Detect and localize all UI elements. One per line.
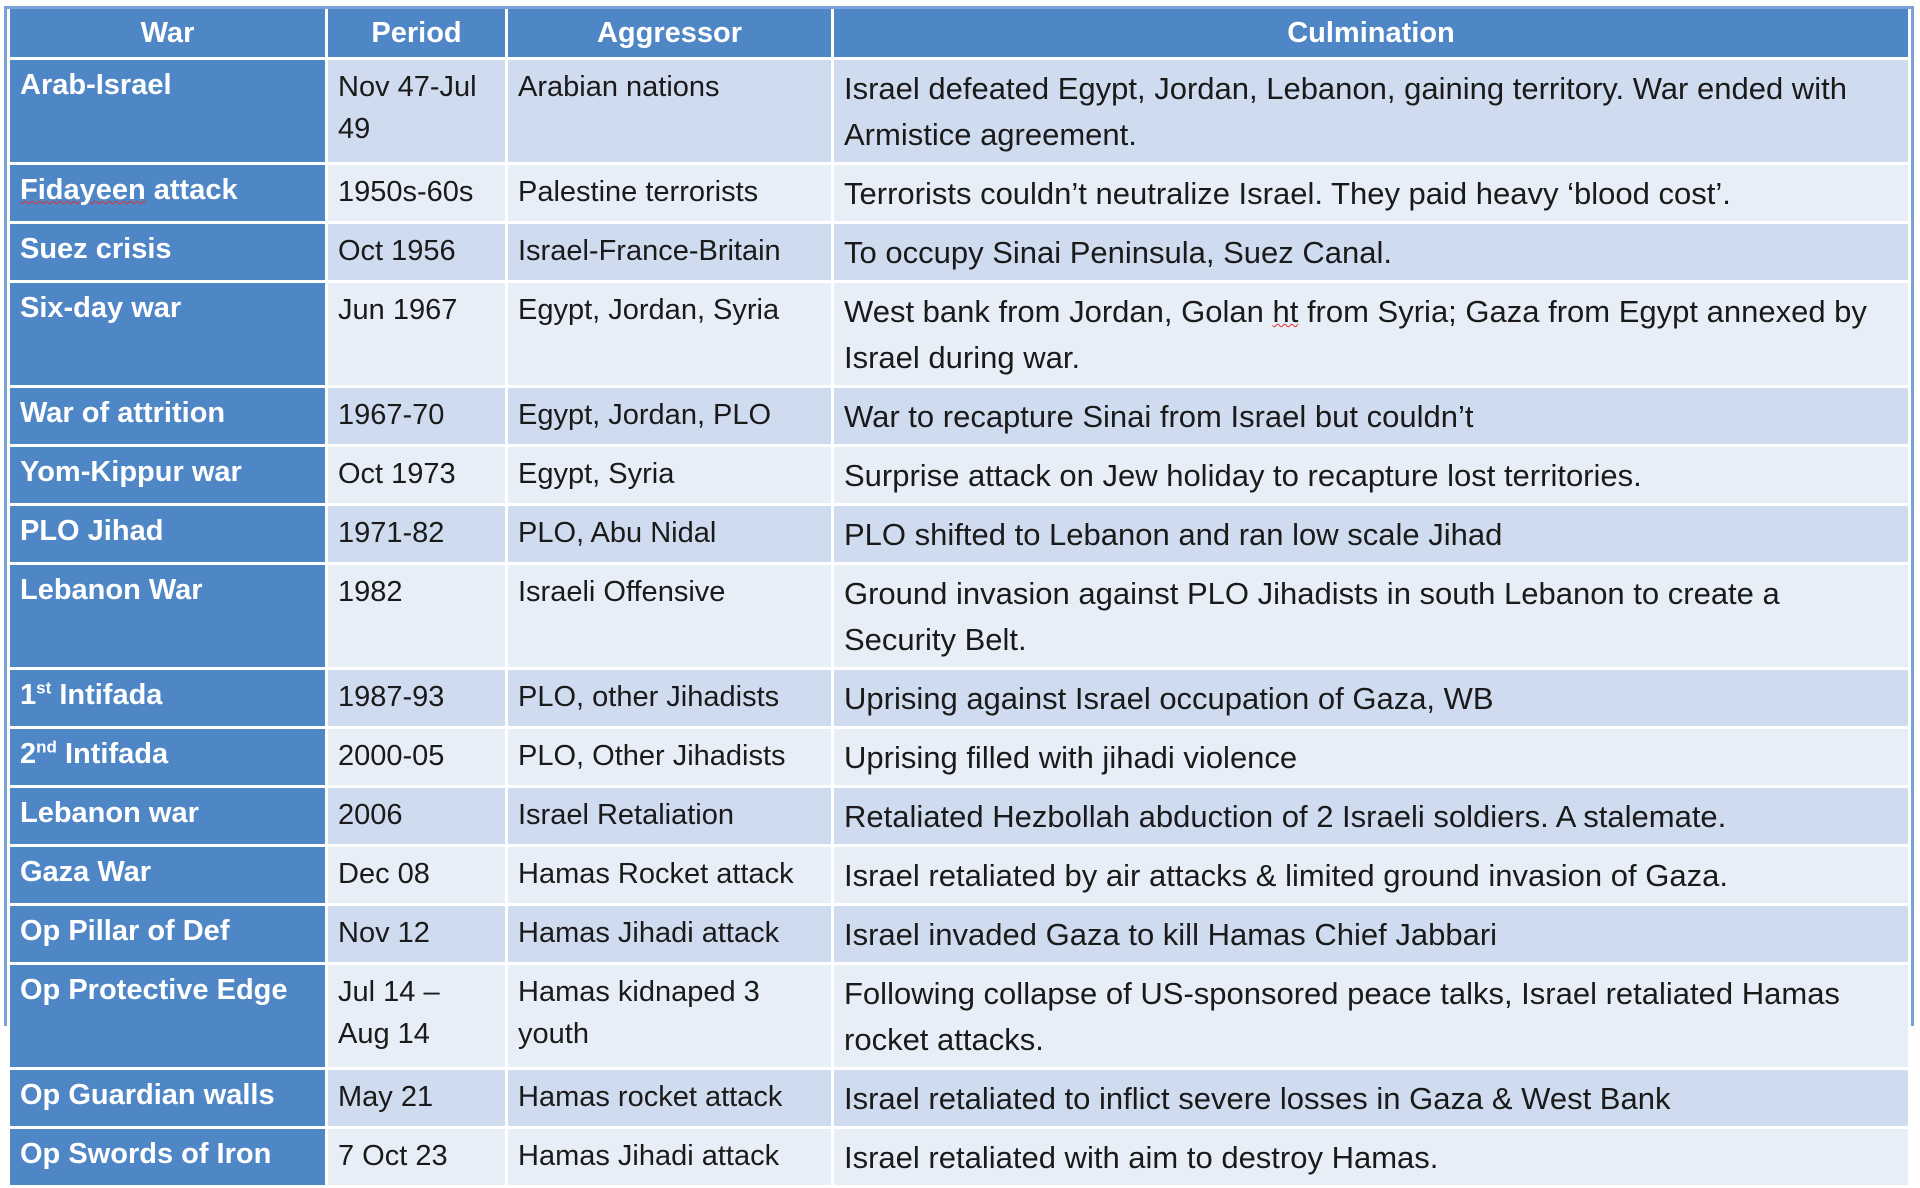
header-culmination: Culmination — [833, 9, 1910, 59]
header-aggressor: Aggressor — [507, 9, 833, 59]
period-cell: Jul 14 – Aug 14 — [327, 964, 507, 1069]
table-row — [9, 1069, 1910, 1128]
period-cell: Jun 1967 — [327, 282, 507, 387]
culmination-cell: To occupy Sinai Peninsula, Suez Canal. — [833, 223, 1910, 282]
aggressor-cell: Israeli Offensive — [507, 564, 833, 669]
war-cell: PLO Jihad — [9, 505, 327, 564]
war-cell: Op Protective Edge — [9, 964, 327, 1069]
table-row — [9, 728, 1910, 787]
ordinal-suffix: st — [36, 678, 52, 698]
table-row — [9, 564, 1910, 669]
culmination-part: from Syria; Gaza from Egypt annexed by Israel during war. — [844, 294, 1867, 375]
culmination-cell: Uprising filled with jihadi violence — [833, 728, 1910, 787]
table-row — [9, 905, 1910, 964]
war-cell — [9, 164, 327, 223]
aggressor-cell: Hamas Jihadi attack — [507, 1128, 833, 1187]
period-cell: 1982 — [327, 564, 507, 669]
ordinal-suffix: nd — [36, 737, 57, 757]
aggressor-cell: Israel Retaliation — [507, 787, 833, 846]
table-row — [9, 964, 1910, 1069]
period-cell: 1971-82 — [327, 505, 507, 564]
war-name-rest: Intifada — [56, 738, 169, 770]
culmination-cell: Following collapse of US-sponsored peace talks, Israel retaliated Hamas rocket attacks. — [833, 964, 1910, 1069]
culmination-cell: Retaliated Hezbollah abduction of 2 Israeli soldiers. A stalemate. — [833, 787, 1910, 846]
period-cell: 1950s-60s — [327, 164, 507, 223]
war-cell: Suez crisis — [9, 223, 327, 282]
aggressor-cell: PLO, other Jihadists — [507, 669, 833, 728]
table-row — [9, 846, 1910, 905]
table-row — [9, 223, 1910, 282]
aggressor-cell: Hamas Jihadi attack — [507, 905, 833, 964]
period-cell: 7 Oct 23 — [327, 1128, 507, 1187]
aggressor-cell: Egypt, Jordan, Syria — [507, 282, 833, 387]
culmination-cell: Terrorists couldn’t neutralize Israel. They paid heavy ‘blood cost’. — [833, 164, 1910, 223]
war-cell: Lebanon war — [9, 787, 327, 846]
war-cell: Gaza War — [9, 846, 327, 905]
table-row — [9, 787, 1910, 846]
table-row — [9, 59, 1910, 164]
period-cell: Oct 1956 — [327, 223, 507, 282]
table-row — [9, 505, 1910, 564]
aggressor-cell: Palestine terrorists — [507, 164, 833, 223]
period-cell: 2000-05 — [327, 728, 507, 787]
culmination-cell: Uprising against Israel occupation of Gaza, WB — [833, 669, 1910, 728]
header-row — [9, 9, 1910, 59]
header-war: War — [9, 9, 327, 59]
aggressor-cell: Hamas rocket attack — [507, 1069, 833, 1128]
period-cell: 2006 — [327, 787, 507, 846]
culmination-cell: Israel retaliated to inflict severe losses in Gaza & West Bank — [833, 1069, 1910, 1128]
period-cell: Dec 08 — [327, 846, 507, 905]
table-row — [9, 164, 1910, 223]
aggressor-cell: PLO, Other Jihadists — [507, 728, 833, 787]
war-cell: Op Pillar of Def — [9, 905, 327, 964]
aggressor-cell: Hamas Rocket attack — [507, 846, 833, 905]
table-row — [9, 1128, 1910, 1187]
culmination-cell: Ground invasion against PLO Jihadists in south Lebanon to create a Security Belt. — [833, 564, 1910, 669]
wars-table — [7, 9, 1911, 1188]
ordinal-number: 1 — [20, 679, 37, 711]
war-cell: Yom-Kippur war — [9, 446, 327, 505]
culmination-cell: PLO shifted to Lebanon and ran low scale Jihad — [833, 505, 1910, 564]
culmination-cell — [833, 282, 1910, 387]
aggressor-cell: Hamas kidnaped 3 youth — [507, 964, 833, 1069]
culmination-cell: Israel retaliated with aim to destroy Hamas. — [833, 1128, 1910, 1187]
table-row — [9, 669, 1910, 728]
table-row — [9, 387, 1910, 446]
period-cell: Nov 47-Jul 49 — [327, 59, 507, 164]
war-name-misspelled: Fidayeen — [20, 174, 146, 206]
war-cell: Lebanon War — [9, 564, 327, 669]
war-cell: War of attrition — [9, 387, 327, 446]
period-cell: 1967-70 — [327, 387, 507, 446]
war-cell: Arab-Israel — [9, 59, 327, 164]
culmination-cell: Israel retaliated by air attacks & limited ground invasion of Gaza. — [833, 846, 1910, 905]
culmination-cell: Surprise attack on Jew holiday to recapture lost territories. — [833, 446, 1910, 505]
wars-table-container — [4, 6, 1914, 1175]
aggressor-cell: Arabian nations — [507, 59, 833, 164]
table-row — [9, 282, 1910, 387]
aggressor-cell: Egypt, Jordan, PLO — [507, 387, 833, 446]
period-cell: Oct 1973 — [327, 446, 507, 505]
war-cell — [9, 669, 327, 728]
culmination-cell: Israel defeated Egypt, Jordan, Lebanon, gaining territory. War ended with Armistice agreement. — [833, 59, 1910, 164]
culmination-cell: Israel invaded Gaza to kill Hamas Chief Jabbari — [833, 905, 1910, 964]
culmination-cell: War to recapture Sinai from Israel but couldn’t — [833, 387, 1910, 446]
aggressor-cell: Egypt, Syria — [507, 446, 833, 505]
aggressor-cell: Israel-France-Britain — [507, 223, 833, 282]
culmination-part: West bank from Jordan, Golan — [844, 294, 1273, 329]
period-cell: Nov 12 — [327, 905, 507, 964]
culmination-misspelled: ht — [1272, 294, 1299, 329]
ordinal-number: 2 — [20, 738, 37, 770]
header-period: Period — [327, 9, 507, 59]
war-cell: Six-day war — [9, 282, 327, 387]
aggressor-cell: PLO, Abu Nidal — [507, 505, 833, 564]
table-row — [9, 446, 1910, 505]
war-cell: Op Guardian walls — [9, 1069, 327, 1128]
war-name-rest: Intifada — [51, 679, 163, 711]
period-cell: May 21 — [327, 1069, 507, 1128]
war-cell: Op Swords of Iron — [9, 1128, 327, 1187]
war-name-rest: attack — [145, 174, 238, 206]
period-cell: 1987-93 — [327, 669, 507, 728]
war-cell — [9, 728, 327, 787]
